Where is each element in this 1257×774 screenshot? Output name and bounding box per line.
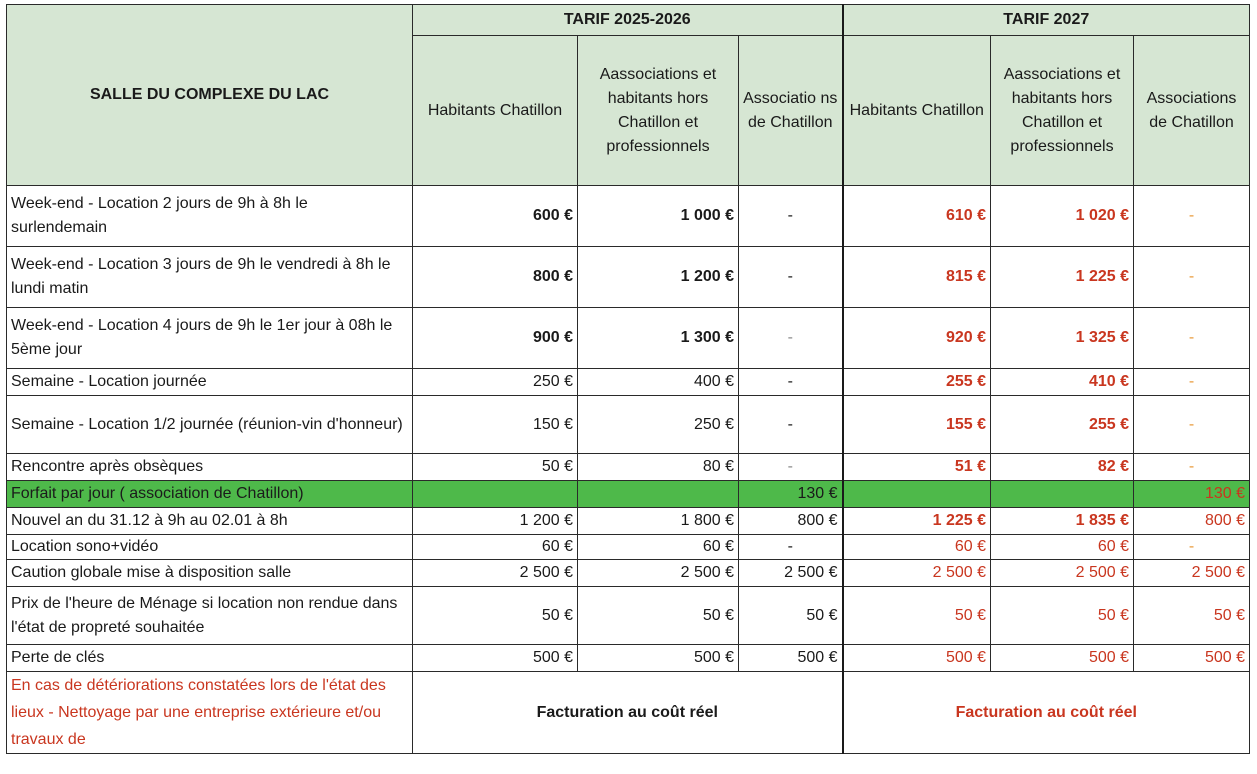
price-cell: 815 €: [843, 247, 991, 308]
price-cell: 500 €: [578, 645, 739, 672]
row-label: Forfait par jour ( association de Chatillon): [7, 481, 413, 508]
price-cell: 500 €: [991, 645, 1134, 672]
price-cell: 50 €: [739, 587, 843, 645]
row-label: Week-end - Location 2 jours de 9h à 8h le surlendemain: [7, 186, 413, 247]
price-cell: 600 €: [413, 186, 578, 247]
row-label: Caution globale mise à disposition salle: [7, 560, 413, 587]
price-cell: 500 €: [843, 645, 991, 672]
price-cell: 1 200 €: [578, 247, 739, 308]
price-cell: 500 €: [413, 645, 578, 672]
price-cell: 500 €: [739, 645, 843, 672]
price-cell: 610 €: [843, 186, 991, 247]
table-row: [7, 186, 1250, 247]
col-header-2025-hors-chatillon: Aassociations et habitants hors Chatillon et professionnels: [578, 36, 739, 186]
price-cell: 2 500 €: [413, 560, 578, 587]
price-cell: -: [739, 396, 843, 454]
col-header-2027-hors-chatillon: Aassociations et habitants hors Chatillon et professionnels: [991, 36, 1134, 186]
price-cell: 82 €: [991, 454, 1134, 481]
price-cell: 250 €: [578, 396, 739, 454]
price-cell: 51 €: [843, 454, 991, 481]
table-row: [7, 508, 1250, 535]
price-cell: [413, 481, 578, 508]
price-cell: 920 €: [843, 308, 991, 369]
billing-text-2025: Facturation au coût réel: [413, 672, 843, 754]
table-row: [7, 369, 1250, 396]
row-label: Week-end - Location 4 jours de 9h le 1er jour à 08h le 5ème jour: [7, 308, 413, 369]
price-cell: 800 €: [413, 247, 578, 308]
price-cell: 900 €: [413, 308, 578, 369]
price-cell: 255 €: [843, 369, 991, 396]
price-cell: 2 500 €: [1134, 560, 1250, 587]
price-cell: 50 €: [843, 587, 991, 645]
tarif-table: [6, 4, 1250, 754]
price-cell: -: [739, 308, 843, 369]
price-cell: -: [1134, 247, 1250, 308]
price-cell: 1 225 €: [843, 508, 991, 535]
col-header-2027-habitants: Habitants Chatillon: [843, 36, 991, 186]
price-cell: -: [739, 369, 843, 396]
price-cell: 400 €: [578, 369, 739, 396]
price-cell: 130 €: [739, 481, 843, 508]
billing-text-2027: Facturation au coût réel: [843, 672, 1250, 754]
price-cell: 1 300 €: [578, 308, 739, 369]
table-title: SALLE DU COMPLEXE DU LAC: [7, 5, 413, 186]
price-cell: 60 €: [991, 535, 1134, 560]
price-cell: 155 €: [843, 396, 991, 454]
price-cell: 2 500 €: [578, 560, 739, 587]
price-cell: 50 €: [413, 454, 578, 481]
row-label: Nouvel an du 31.12 à 9h au 02.01 à 8h: [7, 508, 413, 535]
price-cell: 500 €: [1134, 645, 1250, 672]
price-cell: 800 €: [739, 508, 843, 535]
col-header-2025-habitants: Habitants Chatillon: [413, 36, 578, 186]
group-header-2025: TARIF 2025-2026: [413, 5, 843, 36]
header-group-row: [7, 5, 1250, 36]
price-cell: 60 €: [843, 535, 991, 560]
price-cell: -: [739, 454, 843, 481]
price-cell: 1 800 €: [578, 508, 739, 535]
price-cell: 60 €: [578, 535, 739, 560]
row-label: Semaine - Location journée: [7, 369, 413, 396]
price-cell: 255 €: [991, 396, 1134, 454]
price-cell: -: [1134, 186, 1250, 247]
price-cell: 1 000 €: [578, 186, 739, 247]
price-cell: 50 €: [578, 587, 739, 645]
col-header-2025-associations: Associatio ns de Chatillon: [739, 36, 843, 186]
table-row: [7, 308, 1250, 369]
table-row: [7, 396, 1250, 454]
price-cell: 1 200 €: [413, 508, 578, 535]
col-header-2027-associations: Associations de Chatillon: [1134, 36, 1250, 186]
row-label: Perte de clés: [7, 645, 413, 672]
price-cell: -: [739, 247, 843, 308]
table-row-highlight: [7, 481, 1250, 508]
price-cell: [843, 481, 991, 508]
price-cell: 2 500 €: [739, 560, 843, 587]
price-cell: -: [1134, 535, 1250, 560]
price-cell: 60 €: [413, 535, 578, 560]
price-cell: 1 225 €: [991, 247, 1134, 308]
row-label: Location sono+vidéo: [7, 535, 413, 560]
table-row: [7, 247, 1250, 308]
row-label: Rencontre après obsèques: [7, 454, 413, 481]
price-cell: 250 €: [413, 369, 578, 396]
row-label: Week-end - Location 3 jours de 9h le vendredi à 8h le lundi matin: [7, 247, 413, 308]
footer-label: En cas de détériorations constatées lors de l'état des lieux - Nettoyage par une entreprise extérieure et/ou travaux de: [7, 672, 413, 754]
group-header-2027: TARIF 2027: [843, 5, 1250, 36]
footer-row: [7, 672, 1250, 754]
price-cell: -: [1134, 454, 1250, 481]
table-row: [7, 645, 1250, 672]
price-cell: 50 €: [1134, 587, 1250, 645]
price-cell: 2 500 €: [991, 560, 1134, 587]
price-cell: 50 €: [413, 587, 578, 645]
price-cell: 1 020 €: [991, 186, 1134, 247]
row-label: Prix de l'heure de Ménage si location non rendue dans l'état de propreté souhaitée: [7, 587, 413, 645]
price-cell: -: [739, 186, 843, 247]
price-cell: 130 €: [1134, 481, 1250, 508]
price-cell: 1 325 €: [991, 308, 1134, 369]
table-row: [7, 560, 1250, 587]
price-cell: 80 €: [578, 454, 739, 481]
table-row: [7, 535, 1250, 560]
price-cell: [578, 481, 739, 508]
row-label: Semaine - Location 1/2 journée (réunion-vin d'honneur): [7, 396, 413, 454]
table-row: [7, 587, 1250, 645]
price-cell: -: [739, 535, 843, 560]
table-row: [7, 454, 1250, 481]
price-cell: 2 500 €: [843, 560, 991, 587]
price-cell: -: [1134, 369, 1250, 396]
price-cell: 150 €: [413, 396, 578, 454]
price-cell: 410 €: [991, 369, 1134, 396]
price-cell: -: [1134, 308, 1250, 369]
price-cell: [991, 481, 1134, 508]
price-cell: 800 €: [1134, 508, 1250, 535]
price-cell: 50 €: [991, 587, 1134, 645]
price-cell: -: [1134, 396, 1250, 454]
price-cell: 1 835 €: [991, 508, 1134, 535]
